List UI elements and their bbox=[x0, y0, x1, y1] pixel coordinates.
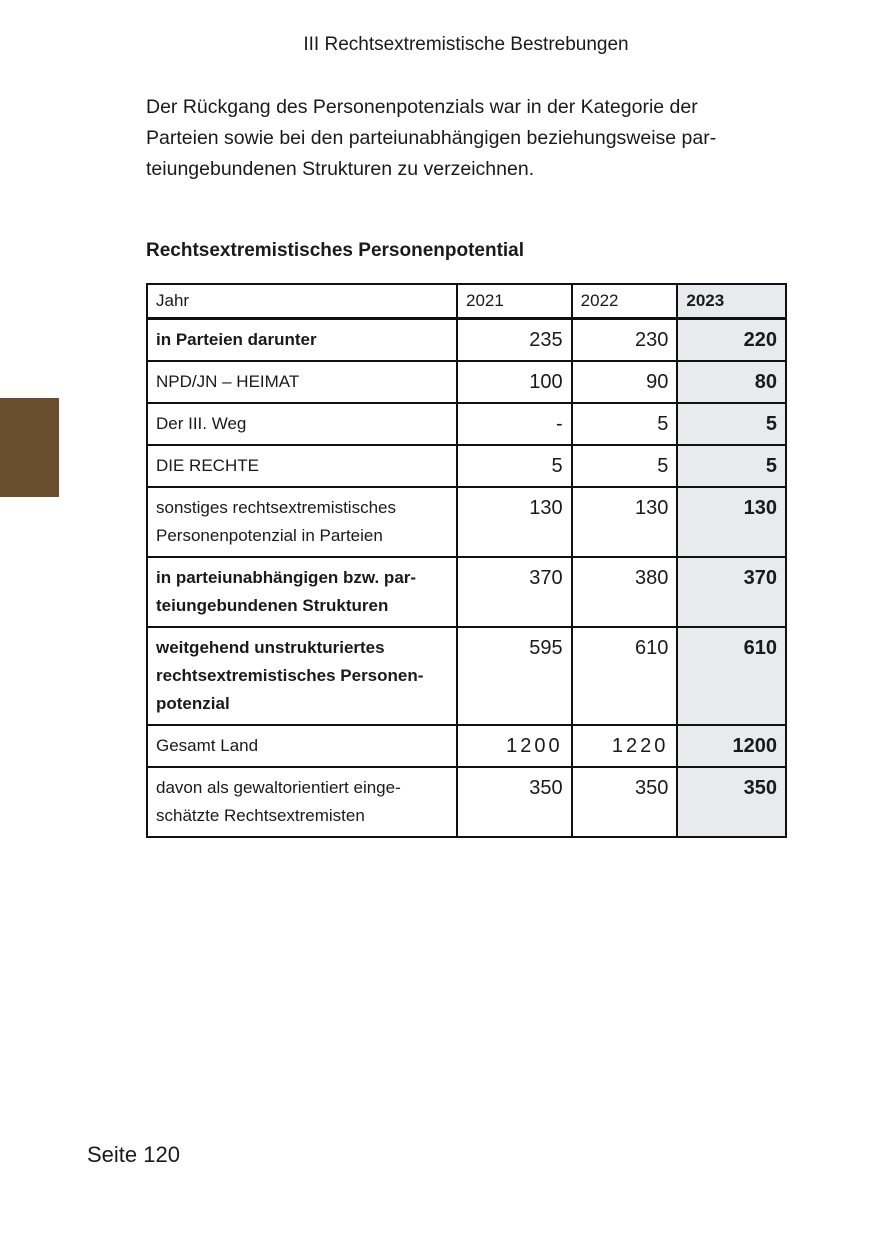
cell-value-2022: 1220 bbox=[572, 725, 678, 767]
cell-value-2023: 220 bbox=[677, 319, 786, 362]
cell-value-2022: 380 bbox=[572, 557, 678, 627]
row-label bbox=[147, 403, 457, 445]
cell-value-2021: 235 bbox=[457, 319, 572, 362]
row-label-line: davon als gewaltorientiert einge- bbox=[156, 778, 401, 797]
cell-value-2021: 1200 bbox=[457, 725, 572, 767]
running-header: III Rechtsextremistische Bestrebungen bbox=[303, 34, 629, 55]
row-label-line: Gesamt Land bbox=[156, 736, 259, 755]
row-label-line: NPD/JN – HEIMAT bbox=[156, 372, 300, 391]
personenpotential-table bbox=[146, 283, 787, 838]
row-label bbox=[147, 627, 457, 725]
row-label-line: potenzial bbox=[156, 694, 230, 713]
cell-value-2022: 5 bbox=[572, 403, 678, 445]
row-label bbox=[147, 361, 457, 403]
intro-paragraph bbox=[146, 92, 786, 185]
row-label-line: schätzte Rechtsextremisten bbox=[156, 806, 365, 825]
cell-value-2022: 350 bbox=[572, 767, 678, 837]
row-label bbox=[147, 319, 457, 362]
table-title: Rechtsextremistisches Personenpotential bbox=[146, 240, 525, 261]
cell-value-2021: 5 bbox=[457, 445, 572, 487]
chapter-tab bbox=[0, 398, 59, 497]
row-label bbox=[147, 487, 457, 557]
cell-value-2023: 610 bbox=[677, 627, 786, 725]
table-row bbox=[147, 627, 786, 725]
row-label-line: in Parteien darunter bbox=[156, 330, 317, 349]
row-label-line: sonstiges rechtsextremistisches bbox=[156, 498, 396, 517]
cell-value-2021: 100 bbox=[457, 361, 572, 403]
cell-value-2022: 90 bbox=[572, 361, 678, 403]
cell-value-2021: 595 bbox=[457, 627, 572, 725]
column-header: 2022 bbox=[572, 284, 678, 319]
row-label-line: rechtsextremistisches Personen- bbox=[156, 666, 424, 685]
row-label bbox=[147, 725, 457, 767]
intro-line: Parteien sowie bei den parteiunabhängigen beziehungsweise par- bbox=[146, 127, 717, 149]
row-label-line: Personenpotenzial in Parteien bbox=[156, 526, 383, 545]
cell-value-2021: 370 bbox=[457, 557, 572, 627]
cell-value-2023: 1200 bbox=[677, 725, 786, 767]
cell-value-2023: 130 bbox=[677, 487, 786, 557]
column-header: 2021 bbox=[457, 284, 572, 319]
cell-value-2022: 610 bbox=[572, 627, 678, 725]
cell-value-2023: 370 bbox=[677, 557, 786, 627]
row-label-line: Der III. Weg bbox=[156, 414, 247, 433]
intro-line: teiungebundenen Strukturen zu verzeichnen. bbox=[146, 158, 535, 180]
cell-value-2021: - bbox=[457, 403, 572, 445]
table-row bbox=[147, 445, 786, 487]
row-label-line: in parteiunabhängigen bzw. par- bbox=[156, 568, 417, 587]
intro-line: Der Rückgang des Personenpotenzials war in der Kategorie der bbox=[146, 96, 698, 118]
cell-value-2023: 80 bbox=[677, 361, 786, 403]
cell-value-2022: 230 bbox=[572, 319, 678, 362]
cell-value-2021: 130 bbox=[457, 487, 572, 557]
table-row bbox=[147, 319, 786, 362]
row-label-line: weitgehend unstrukturiertes bbox=[156, 638, 385, 657]
row-label bbox=[147, 557, 457, 627]
cell-value-2023: 350 bbox=[677, 767, 786, 837]
table-row bbox=[147, 725, 786, 767]
table-row bbox=[147, 361, 786, 403]
table-row bbox=[147, 557, 786, 627]
table-body bbox=[147, 319, 786, 838]
cell-value-2023: 5 bbox=[677, 445, 786, 487]
row-label bbox=[147, 445, 457, 487]
table-row bbox=[147, 403, 786, 445]
column-header: Jahr bbox=[147, 284, 457, 319]
cell-value-2022: 130 bbox=[572, 487, 678, 557]
column-header-highlight: 2023 bbox=[677, 284, 786, 319]
table-row bbox=[147, 767, 786, 837]
cell-value-2022: 5 bbox=[572, 445, 678, 487]
row-label bbox=[147, 767, 457, 837]
row-label-line: DIE RECHTE bbox=[156, 456, 259, 475]
cell-value-2021: 350 bbox=[457, 767, 572, 837]
table-header-row bbox=[147, 284, 786, 319]
table-row bbox=[147, 487, 786, 557]
page-number: Seite 120 bbox=[87, 1142, 180, 1167]
row-label-line: teiungebundenen Strukturen bbox=[156, 596, 389, 615]
cell-value-2023: 5 bbox=[677, 403, 786, 445]
